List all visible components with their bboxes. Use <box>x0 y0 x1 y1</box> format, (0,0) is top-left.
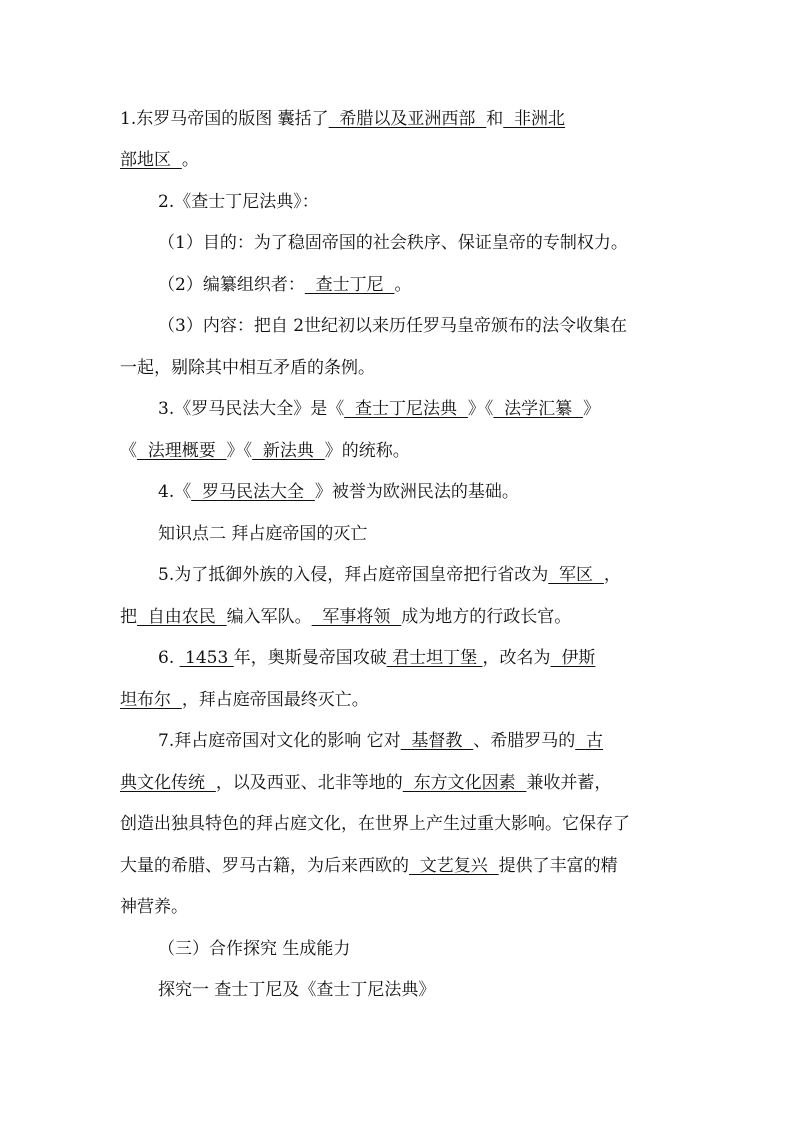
text-line <box>158 647 595 669</box>
text-line <box>158 274 411 296</box>
answer-blank: 希腊以及亚洲西部 <box>328 109 487 129</box>
text-segment: 》《 <box>467 399 494 419</box>
text-segment: 》的统称。 <box>324 441 410 461</box>
text-segment: 。 <box>394 275 412 295</box>
text-segment: 创造出独具特色的拜占庭文化，在世界上产生过重大影响。它保存了 <box>120 814 630 834</box>
answer-blank: 部地区 <box>120 150 182 170</box>
text-segment: 神营养。 <box>120 897 188 917</box>
text-segment: ，以及西亚、北非等地的 <box>215 773 403 793</box>
text-line <box>120 606 571 628</box>
text-line <box>158 232 628 254</box>
text-line <box>120 149 199 171</box>
text-segment: 编入军队。 <box>226 607 312 627</box>
text-segment: ，改名为 <box>482 648 551 668</box>
text-segment: 把 <box>120 607 137 627</box>
text-segment: 一起，剔除其中相互矛盾的条例。 <box>120 358 375 378</box>
text-segment: ， <box>603 565 621 585</box>
text-segment: 年，奥斯曼帝国攻破 <box>233 648 387 668</box>
text-segment: 探究一 查士丁尼及《查士丁尼法典》 <box>158 980 436 1000</box>
text-line <box>120 896 188 918</box>
text-segment: 5.为了抵御外族的入侵，拜占庭帝国皇帝把行省改为 <box>158 565 549 585</box>
text-line <box>120 689 369 711</box>
text-segment: 兼收并蓄， <box>526 773 612 793</box>
answer-blank: 法理概要 <box>137 441 227 461</box>
text-segment: （3）内容：把自 2世纪初以来历任罗马皇帝颁布的法令收集在 <box>158 316 628 336</box>
answer-blank: 罗马民法大全 <box>191 482 315 502</box>
text-segment: 、希腊罗马的 <box>473 731 576 751</box>
text-line <box>158 523 367 545</box>
text-line <box>158 979 435 1001</box>
text-line <box>158 398 600 420</box>
answer-blank: 非洲北 <box>503 109 566 129</box>
text-segment: （1）目的：为了稳固帝国的社会秩序、保证皇帝的专制权力。 <box>158 233 628 253</box>
text-segment: 1.东罗马帝国的版图 囊括了 <box>120 109 329 129</box>
answer-blank: 军事将领 <box>311 607 402 627</box>
text-segment: 知识点二 拜占庭帝国的灭亡 <box>158 524 368 544</box>
text-line <box>120 108 565 130</box>
text-line <box>120 855 618 877</box>
text-segment: 6. <box>158 648 180 668</box>
text-segment: 》《 <box>226 441 253 461</box>
answer-blank: 法学汇纂 <box>493 399 583 419</box>
answer-blank: 1453 <box>179 648 234 668</box>
text-segment: 7.拜占庭帝国对文化的影响 它对 <box>158 731 401 751</box>
answer-blank: 伊斯 <box>550 648 596 668</box>
answer-blank: 军区 <box>548 565 604 585</box>
text-line <box>158 564 621 586</box>
answer-blank: 查士丁尼法典 <box>344 399 468 419</box>
text-segment: 提供了丰富的精 <box>498 856 618 876</box>
text-segment: 4.《 <box>158 482 192 502</box>
text-segment: 成为地方的行政长官。 <box>401 607 572 627</box>
answer-blank: 东方文化因素 <box>402 773 527 793</box>
text-segment: （三）合作探究 生成能力 <box>158 939 351 959</box>
answer-blank: 古 <box>575 731 604 751</box>
text-segment: 大量的希腊、罗马古籍，为后来西欧的 <box>120 856 409 876</box>
text-segment: （2）编纂组织者： <box>158 275 305 295</box>
text-line <box>158 938 350 960</box>
answer-blank: 坦布尔 <box>120 690 182 710</box>
answer-blank: 自由农民 <box>137 607 227 627</box>
text-line <box>120 440 410 462</box>
text-segment: 。 <box>181 150 199 170</box>
text-segment: 2.《查士丁尼法典》： <box>158 192 319 212</box>
answer-blank: 新法典 <box>252 441 325 461</box>
answer-blank: 文艺复兴 <box>409 856 499 876</box>
text-segment: 3.《罗马民法大全》是《 <box>158 399 345 419</box>
text-segment: 和 <box>486 109 504 129</box>
text-segment: 《 <box>120 441 137 461</box>
text-line <box>120 772 611 794</box>
text-segment: 》被誉为欧洲民法的基础。 <box>314 482 519 502</box>
text-segment: 》 <box>582 399 600 419</box>
text-line <box>120 357 375 379</box>
text-line <box>158 315 627 337</box>
text-line <box>120 813 630 835</box>
answer-blank: 基督教 <box>400 731 474 751</box>
answer-blank: 典文化传统 <box>120 773 216 793</box>
answer-blank: 查士丁尼 <box>304 275 395 295</box>
text-line <box>158 481 519 503</box>
text-segment: ，拜占庭帝国最终灭亡。 <box>181 690 369 710</box>
text-line <box>158 191 319 213</box>
answer-blank: 君士坦丁堡 <box>386 648 483 668</box>
text-line <box>158 730 603 752</box>
